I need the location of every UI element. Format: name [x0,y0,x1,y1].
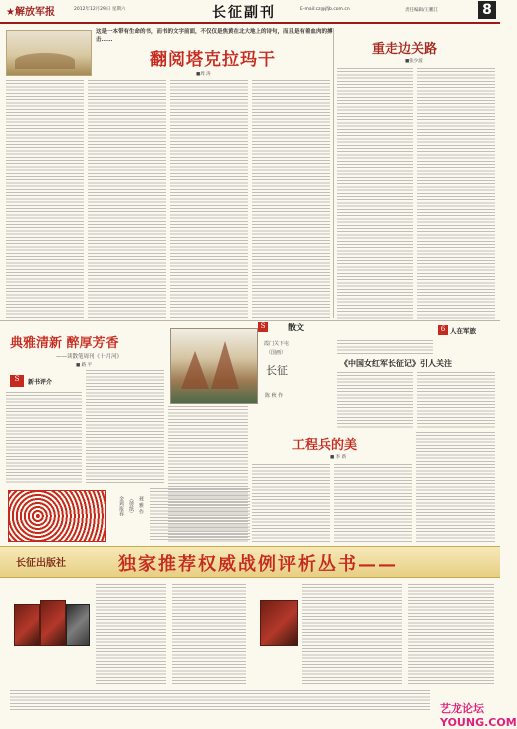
desert-photo [6,30,92,76]
ad-text-column-3 [302,584,402,684]
review-byline: ■ 路 平 [76,363,93,368]
book-review-icon: S [10,375,24,387]
review-title: 典雅清新 醉厚芳香 [10,336,119,351]
papercut-art [8,490,106,542]
border-body-column-1 [337,68,413,320]
engineer-body-column-1 [252,464,330,542]
ad-text-column-1 [96,584,166,684]
book-cover [40,600,66,646]
engineer-body-column-3 [416,432,495,542]
dune-shape [15,53,75,69]
painting-signature-seal: 长征 [266,364,288,377]
article-byline-border: ■张少波 [405,59,423,64]
watermark: 艺龙论坛 YOUNG.COM [440,702,517,729]
article-lead: 这是一本带有生命的书，而书的文字前面，不仅仅是焦黄在北大地上的诗句，而且是有着血肉的搏击…… [96,29,333,43]
ad-title: 独家推荐权威战例评析丛书—— [118,554,398,575]
painting-author: 陈 秋 作 [265,393,284,399]
engineer-body-column-2 [334,464,412,542]
border-body-column-2 [417,68,495,320]
papercut-note: （剪纸） [128,496,134,516]
attention-title: 《中国女红军长征记》引人关注 [340,358,452,368]
people-icon: 6 [438,325,448,335]
painting-peak [211,341,239,389]
book-set [260,600,298,646]
book-cover [14,604,40,646]
essay-icon: S [258,322,268,332]
people-body-text [337,340,433,356]
review-subtitle: ——读散笔周刊《十月河》 [56,354,123,360]
article-body-column-1 [6,80,84,320]
responsible-editor: 责任编辑/王鹏江 [405,8,439,13]
article-body-column-4 [252,80,330,320]
article-title-border: 重走边关路 [372,42,438,57]
attention-body-column-1 [337,372,413,428]
article-byline-taklamakan: ■周 涛 [196,72,211,77]
book-cover [66,604,90,646]
contact-email: E-mail:cz@jfjb.com.cn [300,7,350,12]
essay-label: 散文 [288,322,304,332]
papercut-title: 金鸡报春 [118,496,124,516]
horizontal-rule [0,320,500,321]
engineer-byline: ■ 李 新 [330,455,347,460]
issue-date: 2012年12月29日 星期六 [74,7,126,12]
section-title: 长征副刊 [212,5,276,21]
article-body-column-2 [88,80,166,320]
publisher-logo: 长征出版社 [16,558,66,569]
footer-text [10,690,430,710]
painting-title: 霞门关下屯 [264,341,290,347]
article-body-column-3 [170,80,248,320]
page-number: 8 [478,1,496,19]
painting-note: （国画） [266,350,287,356]
engineer-intro-column [168,406,248,542]
review-body-column-2 [86,370,164,484]
review-body-column-1 [6,392,82,484]
ad-text-column-2 [172,584,246,684]
people-label: 人在军旅 [450,327,476,335]
engineer-title: 工程兵的美 [292,438,358,453]
attention-body-column-2 [417,372,495,428]
newspaper-logo: ★解放军报 [6,7,55,18]
painting-peak [181,351,209,389]
ad-text-column-4 [408,584,494,684]
article-title-taklamakan: 翻阅塔克拉玛干 [150,50,276,70]
column-divider [333,28,334,318]
new-review-label: 新书评介 [28,379,53,386]
landscape-painting [170,328,258,404]
papercut-author: 聂 雅 作 [138,496,144,515]
